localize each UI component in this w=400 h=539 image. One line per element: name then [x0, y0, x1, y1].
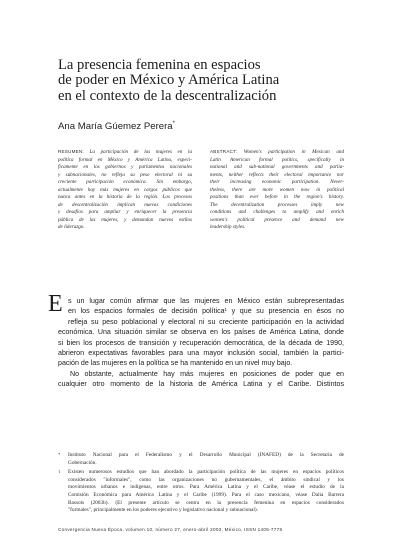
- resumen-line: nunca antes en la historia de la región. Los procesos: [58, 194, 192, 201]
- article-title: [58, 58, 358, 104]
- title-line: de poder en México y América Latina: [58, 72, 280, 89]
- abstract-label: ABSTRACT:: [210, 149, 238, 154]
- paragraph-1-opening: [58, 296, 344, 327]
- footnote-mark: 1: [58, 469, 61, 475]
- resumen-line: y desafíos para ampliar y enriquecer la presencia: [58, 209, 192, 216]
- footnote-line: Comisión Económica para América Latina y el Caribe (1999). Para el caso mexicano, véase Dalia Barrera: [68, 491, 344, 498]
- abstract-line: women's political presence and demand new: [210, 216, 344, 223]
- abstract-line: Latin American formal politics, specifically in: [210, 156, 344, 163]
- body-line: económica. Una situación similar se observa en los países de América Latina, donde: [58, 328, 344, 337]
- footnotes: [58, 452, 344, 515]
- abstract-line: The decentralization processes imply new: [210, 201, 344, 208]
- author-line: [58, 121, 175, 132]
- resumen-label: RESUMEN:: [58, 149, 84, 154]
- resumen-line: actualmente hay más mujeres en cargos públicos que: [58, 186, 192, 193]
- abstract-line: conditions and challenges to amplify and enrich: [210, 209, 344, 216]
- footnote-line: Bassols (2003b). (El presente artículo se centra en la presencia femenina en espacios considerados: [68, 499, 344, 506]
- paragraph-2: [58, 369, 344, 390]
- body-line: No obstante, actualmente hay más mujeres en posiciones de poder que en: [70, 369, 344, 378]
- footnote-line: Existen numerosos estudios que han abordado la participación política de las mujeres en espacios políticos: [68, 469, 344, 476]
- footnote-line: Instituto Nacional para el Federalismo y el Desarrollo Municipal (INAFED) de la Secretaría de: [68, 452, 344, 458]
- resumen-line: y subnacionales, no refleja su peso electoral ni su: [58, 171, 192, 178]
- footnote-mark: *: [58, 452, 61, 457]
- footnote-author: [58, 452, 344, 467]
- article-body: [58, 296, 344, 390]
- body-line: pación de las mujeres en la política se ha mantenido en un nivel muy bajo.: [58, 359, 293, 368]
- footnote-line: considerados "informales", como las organizaciones no gubernamentales, el ámbito sindical y los: [68, 476, 344, 483]
- body-line: abrieron expectativas favorables para una mayor inclusión social, también la partici-: [58, 348, 344, 357]
- abstract-column: [210, 148, 344, 232]
- footnote-line: movimientos urbanos e indígenas, entre otros. Para América Latina y el Caribe, véase el estudio de la: [68, 484, 344, 491]
- abstracts-block: [58, 148, 344, 252]
- footnote-line: Gobernación.: [68, 459, 97, 466]
- resumen-line: política formal en México y América Latina, especi-: [58, 156, 192, 163]
- resumen-column: [58, 148, 192, 232]
- resumen-line: pública de las mujeres, y demandan nuevos estilos: [58, 216, 192, 223]
- paragraph-1-rest: [58, 327, 344, 369]
- author-name: Ana María Gúemez Perera: [58, 121, 173, 132]
- body-line: cualquier otro momento de la historia de América Latina y el Caribe. Distintos: [58, 380, 344, 389]
- body-line: s un lugar común afirmar que las mujeres en México están subrepresentadas: [68, 297, 344, 305]
- drop-cap: E: [48, 291, 63, 317]
- abstract-line: positions than ever before in the region's history.: [210, 194, 344, 201]
- footnote-1: [58, 469, 344, 515]
- body-line: en los espacios formales de decisión política¹ y que su presencia en ésos no: [68, 307, 344, 316]
- abstract-line: theless, there are more women now in political: [210, 186, 344, 193]
- resumen-line: de descentralización implican nuevas condiciones: [58, 201, 192, 208]
- body-line: refleja su peso poblacional y electoral ni su creciente participación en la actividad: [68, 317, 344, 326]
- resumen-line: ficamente en los gobiernos y parlamentos nacionales: [58, 164, 192, 171]
- abstract-line: their increasing economic participation. Never-: [210, 179, 344, 186]
- resumen-line: creciente participación económica. Sin embargo,: [58, 179, 192, 186]
- title-line: La presencia femenina en espacios: [58, 57, 261, 73]
- abstract-line: leadership styles.: [210, 224, 246, 231]
- footnote-line: "formales", principalmente en los poderes ejecutivo y legislativo nacional y subnacional).: [68, 507, 258, 514]
- journal-footer: Convergencia Nueva Época, volumen 10, número 27, enero-abril 2003, México, ISSN 1405-7778: [58, 527, 283, 532]
- resumen-line: de liderazgo.: [58, 224, 85, 231]
- abstract-line: Women's participation in Mexican and: [237, 149, 344, 155]
- author-footnote-mark: *: [172, 121, 175, 127]
- title-line: en el contexto de la descentralización: [58, 87, 277, 104]
- abstract-line: ments, neither reflects their electoral importance nor: [210, 171, 344, 178]
- resumen-line: La participación de las mujeres en la: [83, 149, 192, 155]
- abstract-line: national and sub-national governments and parlia-: [210, 164, 344, 171]
- body-line: si bien los procesos de transición y recuperación democrática, de la década de 1990,: [58, 338, 344, 347]
